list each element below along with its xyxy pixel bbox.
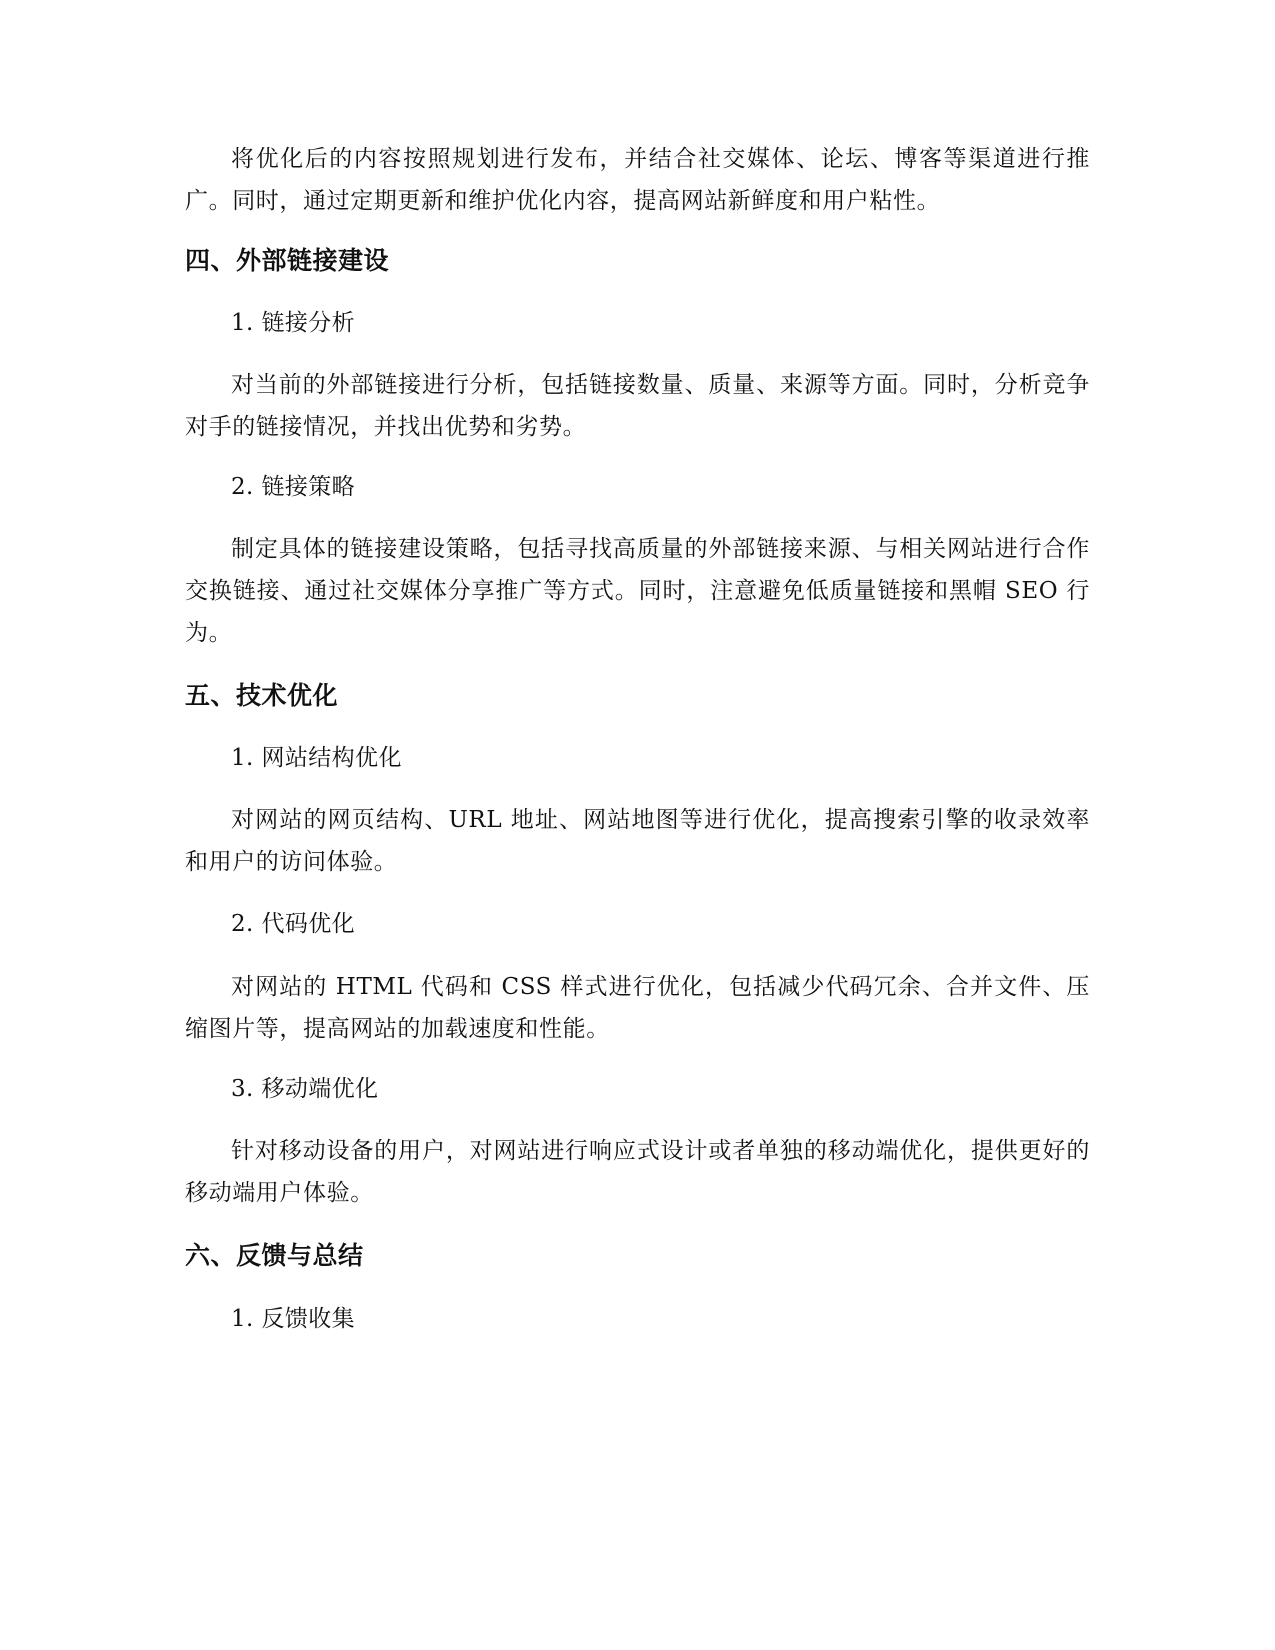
intro-paragraph: 将优化后的内容按照规划进行发布，并结合社交媒体、论坛、博客等渠道进行推广。同时，通过定期更新和维护优化内容，提高网站新鲜度和用户粘性。: [185, 146, 1090, 214]
subheading-link-strategy: 2. 链接策略: [231, 474, 356, 500]
subheading-link-analysis: 1. 链接分析: [231, 310, 356, 336]
paragraph-code-optimization: 对网站的 HTML 代码和 CSS 样式进行优化，包括减少代码冗余、合并文件、压缩图片等，提高网站的加载速度和性能。: [185, 974, 1090, 1042]
paragraph-mobile-optimization: 针对移动设备的用户，对网站进行响应式设计或者单独的移动端优化，提供更好的移动端用户体验。: [185, 1138, 1090, 1206]
paragraph-link-strategy: 制定具体的链接建设策略，包括寻找高质量的外部链接来源、与相关网站进行合作交换链接、通过社交媒体分享推广等方式。同时，注意避免低质量链接和黑帽 SEO 行为。: [185, 536, 1090, 646]
subheading-mobile-optimization: 3. 移动端优化: [231, 1076, 379, 1102]
subheading-site-structure: 1. 网站结构优化: [231, 745, 402, 771]
paragraph-link-analysis: 对当前的外部链接进行分析，包括链接数量、质量、来源等方面。同时，分析竞争对手的链接情况，并找出优势和劣势。: [185, 372, 1090, 440]
paragraph-site-structure: 对网站的网页结构、URL 地址、网站地图等进行优化，提高搜索引擎的收录效率和用户的访问体验。: [185, 807, 1090, 875]
subheading-code-optimization: 2. 代码优化: [231, 911, 356, 937]
section-heading-technical-optimization: 五、技术优化: [185, 681, 339, 710]
section-heading-external-links: 四、外部链接建设: [185, 246, 390, 275]
subheading-feedback-collection: 1. 反馈收集: [231, 1306, 356, 1332]
section-heading-feedback-summary: 六、反馈与总结: [185, 1241, 364, 1270]
